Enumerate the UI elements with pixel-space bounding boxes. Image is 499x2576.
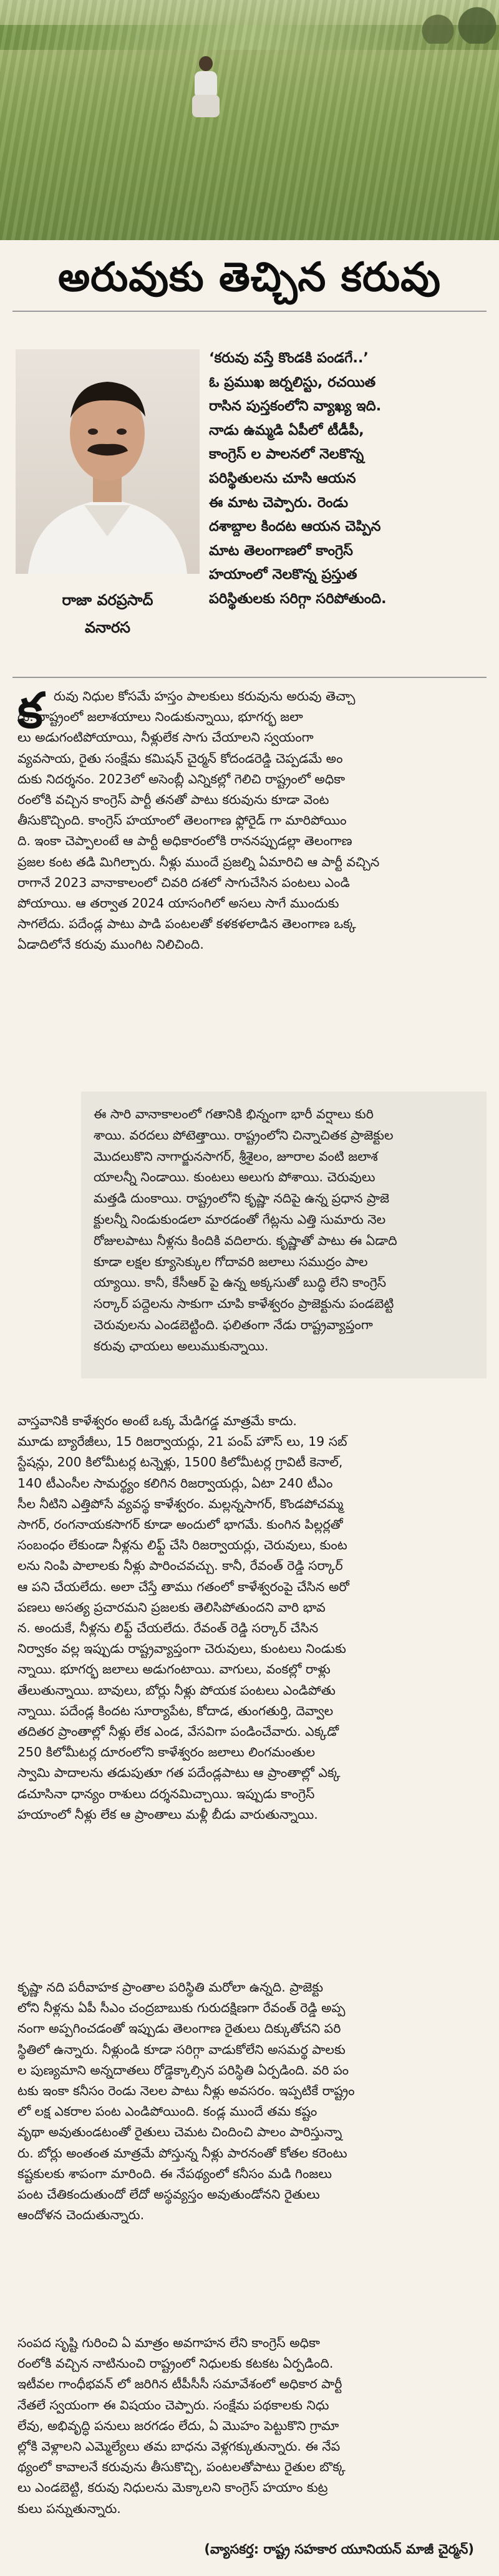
author-portrait — [16, 349, 200, 574]
paragraph-2: వాస్తవానికి కాళేశ్వరం అంటే ఒక్క మేడిగడ్డ మాత్రమే కాదు. మూడు బ్యారేజీలు, 15 రిజర్వాయర్లు, 21 పంప్ హౌస్ లు, 19 సబ్ స్టేషన్లు, 200 కిలోమీటర్ల టన్నెళ్లు, 1500 కిలోమీటర్ల గ్రావిటీ కెనాల్, 140 టీఎంసీల సామర్థ్యం కలిగిన రిజర్వాయర్లు, ఏటా 240 టీఎం సీల నీటిని ఎత్తిపోసే వ్యవస్థ కాళేశ్వరం. మల్లన్నసాగర్, కొండపోచమ్మ సాగర్, రంగనాయకసాగర్ కూడా అందులో భాగమే. కుంగిన పిల్లర్లతో సంబంధం లేకుండా నీళ్లను లిఫ్ట్ చేసి రిజర్వాయర్లు, చెరువులు, కుంట లను నింపి పాలాలకు నీళ్లు పారించవచ్చు. కానీ, రేవంత్ రెడ్డి సర్కార్ ఆ పని చేయలేదు. అలా చేస్తే తాము గతంలో కాళేశ్వరంపై చేసిన అరో పణలు అసత్య ప్రచారమని ప్రజలకు తెలిసిపోతుందని వారి భావ న. అందుకే, నీళ్లను లిఫ్ట్ చేయలేదు. రేవంత్ రెడ్డి సర్కార్ చేసిన నిర్వాకం వల్ల ఇప్పుడు రాష్ట్రవ్యాప్తంగా చెరువులు, కుంటలు నిండుకు న్నాయి. భూగర్భ జలాలు అడుగంటాయి. వాగులు, వంకల్లో రాళ్లు తేలుతున్నాయి. బావులు, బోర్లు నీళ్లు పోయక పంటలు ఎండిపోతు న్నాయి. పదేండ్ల కిందట సూర్యాపేట, కోదాడ, తుంగతుర్తి, దెవ్వాల తదితర ప్రాంతాల్లో నీళ్లు లేక ఎండ, వేసవిగా పండించేవారు. ఎక్కడో 250 కిలోమీటర్ల దూరంలోని కాళేశ్వరం జలాలు లింగమంతుల స్వామి పాదాలను తడుపుతూ గత పదేండ్లపాటు ఆ ప్రాంతాల్లో ఎక్క డచూసినా ధాన్యం రాశులు దర్శనమిచ్చాయి. ఇప్పుడు కాంగ్రెస్ హయాంలో నీళ్లు లేక ఆ ప్రాంతాలు మళ్లీ బీడు వారుతున్నాయి. — [17, 1413, 349, 1822]
paragraph-1: రువు నిధుల కోసమే హస్తం పాలకులు కరువును అరువు తెచ్చా రు. రాష్ట్రంలో జలాశయాలు నిండుకున్నాయి, భూగర్భ జలా లు అడుగంటిపోయాయి, నీళ్లులేక సాగు చేయాలని స్వయంగా వ్యవసాయ, రైతు సంక్షేమ కమిషన్ చైర్మన్ కోదండరెడ్డి చెప్పడమే అం దుకు నిదర్శనం. 2023లో అసెంబ్లీ ఎన్నికల్లో గెలిచి రాష్ట్రంలో అధికా రంలోకి వచ్చిన కాంగ్రెస్ పార్టీ తనతో పాటు కరువును కూడా వెంట తీసుకొచ్చింది. కాంగ్రెస్ హయాంలో తెలంగాణ ఫ్లోరైడ్ గా మారిపోయిం ది. ఇంకా చెప్పాలంటే ఆ పార్టీ అధికారంలోకి రాననప్పుడల్లా తెలంగాణ ప్రజల కంట తడి మిగిల్చారు. నీళ్లు ముందే ప్రజల్ని ఏమారిచి ఆ పార్టీ వచ్చిన రాగానే 2023 వానాకాలంలో చివరి దశలో సాగుచేసిన పంటలు ఎండి పోయాయి. ఆ తర్వాత 2024 యాసంగిలో అసలు సాగే ముందుకు సాగలేదు. పదేండ్ల పాటు పాడి పంటలతో కళకళలాడిన తెలంగాణ ఒక్క ఏడాదిలోనే కరువు ముంగిట నిలిచింది. — [17, 689, 380, 952]
headline-rule — [12, 311, 487, 312]
section-rule — [12, 677, 487, 678]
paragraph-4: సంపద సృష్టి గురించి ఏ మాత్రం అవగాహన లేని కాంగ్రెస్ అధికా రంలోకి వచ్చిన నాటినుంచి రాష్ట్రంలో నిధులకు కటకట ఏర్పడింది. ఇటీవల గాంధీభవన్ లో జరిగిన టీపీసీసీ సమావేశంలో అధికార పార్టీ నేతలే స్వయంగా ఈ విషయం చెప్పారు. సంక్షేమ పథకాలకు నిధు లేవు, అభివృద్ధి పనులు జరగడం లేదు, ఏ మొహం పెట్టుకొని గ్రామా ల్లోకి వెళ్లాలని ఎమ్మెల్యేలు తమ బాధను వెళ్లగక్కుతున్నారు. ఈ నేప థ్యంలో కావాలనే కరువును తీసుకొచ్చి, పంటలతోపాటు రైతుల బొక్క లు ఎండబెట్టి, కరువు నిధులను మెక్కాలని కాంగ్రెస్ హయాం కుట్ర కులు పన్నుతున్నారు. — [17, 2335, 346, 2516]
drop-cap: క — [17, 683, 43, 739]
paragraph-3: కృష్ణా నది పరీవాహక ప్రాంతాల పరిస్థితి మరోలా ఉన్నది. ప్రాజెక్టు లోని నీళ్లను ఏపీ సీఎం చంద్రబాబుకు గురుదక్షిణగా రేవంత్ రెడ్డి అప్ప నంగా అప్పగించడంతో ఇప్పుడు తెలంగాణ రైతులు దిక్కుతోచని పరి స్థితిలో ఉన్నారు. నీళ్లుండి కూడా సరిగ్గా వాడుకోలేని అసమర్థ పాలకు ల పుణ్యమాని అన్నదాతలు రోడ్డెక్కాల్సిన పరిస్థితి ఏర్పడింది. వరి పం టకు ఇంకా కనీసం రెండు నెలల పాటు నీళ్లు అవసరం. ఇప్పటికే రాష్ట్రం లో లక్ష ఎకరాల పంట ఎండిపోయింది. కండ్ల ముందే తమ కష్టం వృథా అవుతుండటంతో రైతులు చెమట చిందించి పాలం పారిస్తున్నా రు. బోర్లు అంతంత మాత్రమే పోస్తున్న నీళ్లు పారనంతో కోతల కరెంటు కష్టకులకు శాపంగా మారింది. ఈ నేపథ్యంలో కనీసం మడి గింజలు పంట చేతికందుతుందో లేదో అస్థవ్యస్తం అవుతుండోనని రైతులు ఆందోళన చెందుతున్నారు. — [17, 1980, 355, 2223]
headline: అరువుకు తెచ్చిన కరువు — [57, 254, 442, 301]
highlight-text: ఈ సారి వానాకాలంలో గతానికి భిన్నంగా భారీ వర్షాలు కురి శాయి. వరదలు పోటెత్తాయి. రాష్ట్రంలోని చిన్నాచితక ప్రాజెక్టుల మొదలుకొని నాగార్జునసాగర్, శ్రీశైలం, జూరాల వంటి జలాశ యాలన్నీ నిండాయి. కుంటలు అలుగు పోశాయి. చెరువులు మత్తడి దుంకాయి. రాష్ట్రంలోని కృష్ణా నదిపై ఉన్న ప్రధాన ప్రాజె క్టులన్నీ నిండుకుండలా మారడంతో గేట్లను ఎత్తి సుమారు నెల రోజులపాటు నీళ్లను కిందికి వదిలారు. కృష్ణాతో పాటు ఈ ఏడాది కూడా లక్షల క్యూసెక్కుల గోదావరి జలాలు సముద్రం పాల య్యాయి. కానీ, కేసీఆర్ పై ఉన్న అక్కసుతో బుద్ధి లేని కాంగ్రెస్ సర్కార్ పద్దెలను సాకుగా చూపి కాళేశ్వరం ప్రాజెక్టును పండబెట్టి చెరువులను ఎండబెట్టింది. ఫలితంగా నేడు రాష్ట్రవ్యాప్తంగా కరువు ఛాయలు అలుముకున్నాయి. — [94, 1106, 397, 1353]
hero-photo — [0, 0, 499, 240]
author-name-line1: రాజా వరప్రసాద్ — [62, 591, 153, 609]
author-footnote: (వ్యాసకర్త: రాష్ట్ర సహకార యూనియన్ మాజీ చైర్మన్) — [204, 2542, 474, 2557]
highlight-box — [81, 1092, 487, 1378]
author-name-line2: వనారస — [84, 619, 131, 636]
farmer-figure — [181, 51, 231, 120]
pull-quote: ‘కరువు వస్తే కొండకి పండగే..’ ఓ ప్రముఖ జర్నలిస్టు, రచయిత రాసిన పుస్తకంలోని వ్యాఖ్య ఇది. నాడు ఉమ్మడి ఏపీలో టీడీపీ, కాంగ్రెస్ ల పాలనలో నెలకొన్న పరిస్థితులను చూసి ఆయన ఈ మాట చెప్పారు. రెండు దశాబ్దాల కిందట ఆయన చెప్పిన మాట తెలంగాణలో కాంగ్రెస్ హయాంలో నెలకొన్న ప్రస్తుత పరిస్థితులకు సరిగ్గా సరిపోతుంది. — [209, 350, 387, 607]
author-byline — [16, 586, 200, 655]
